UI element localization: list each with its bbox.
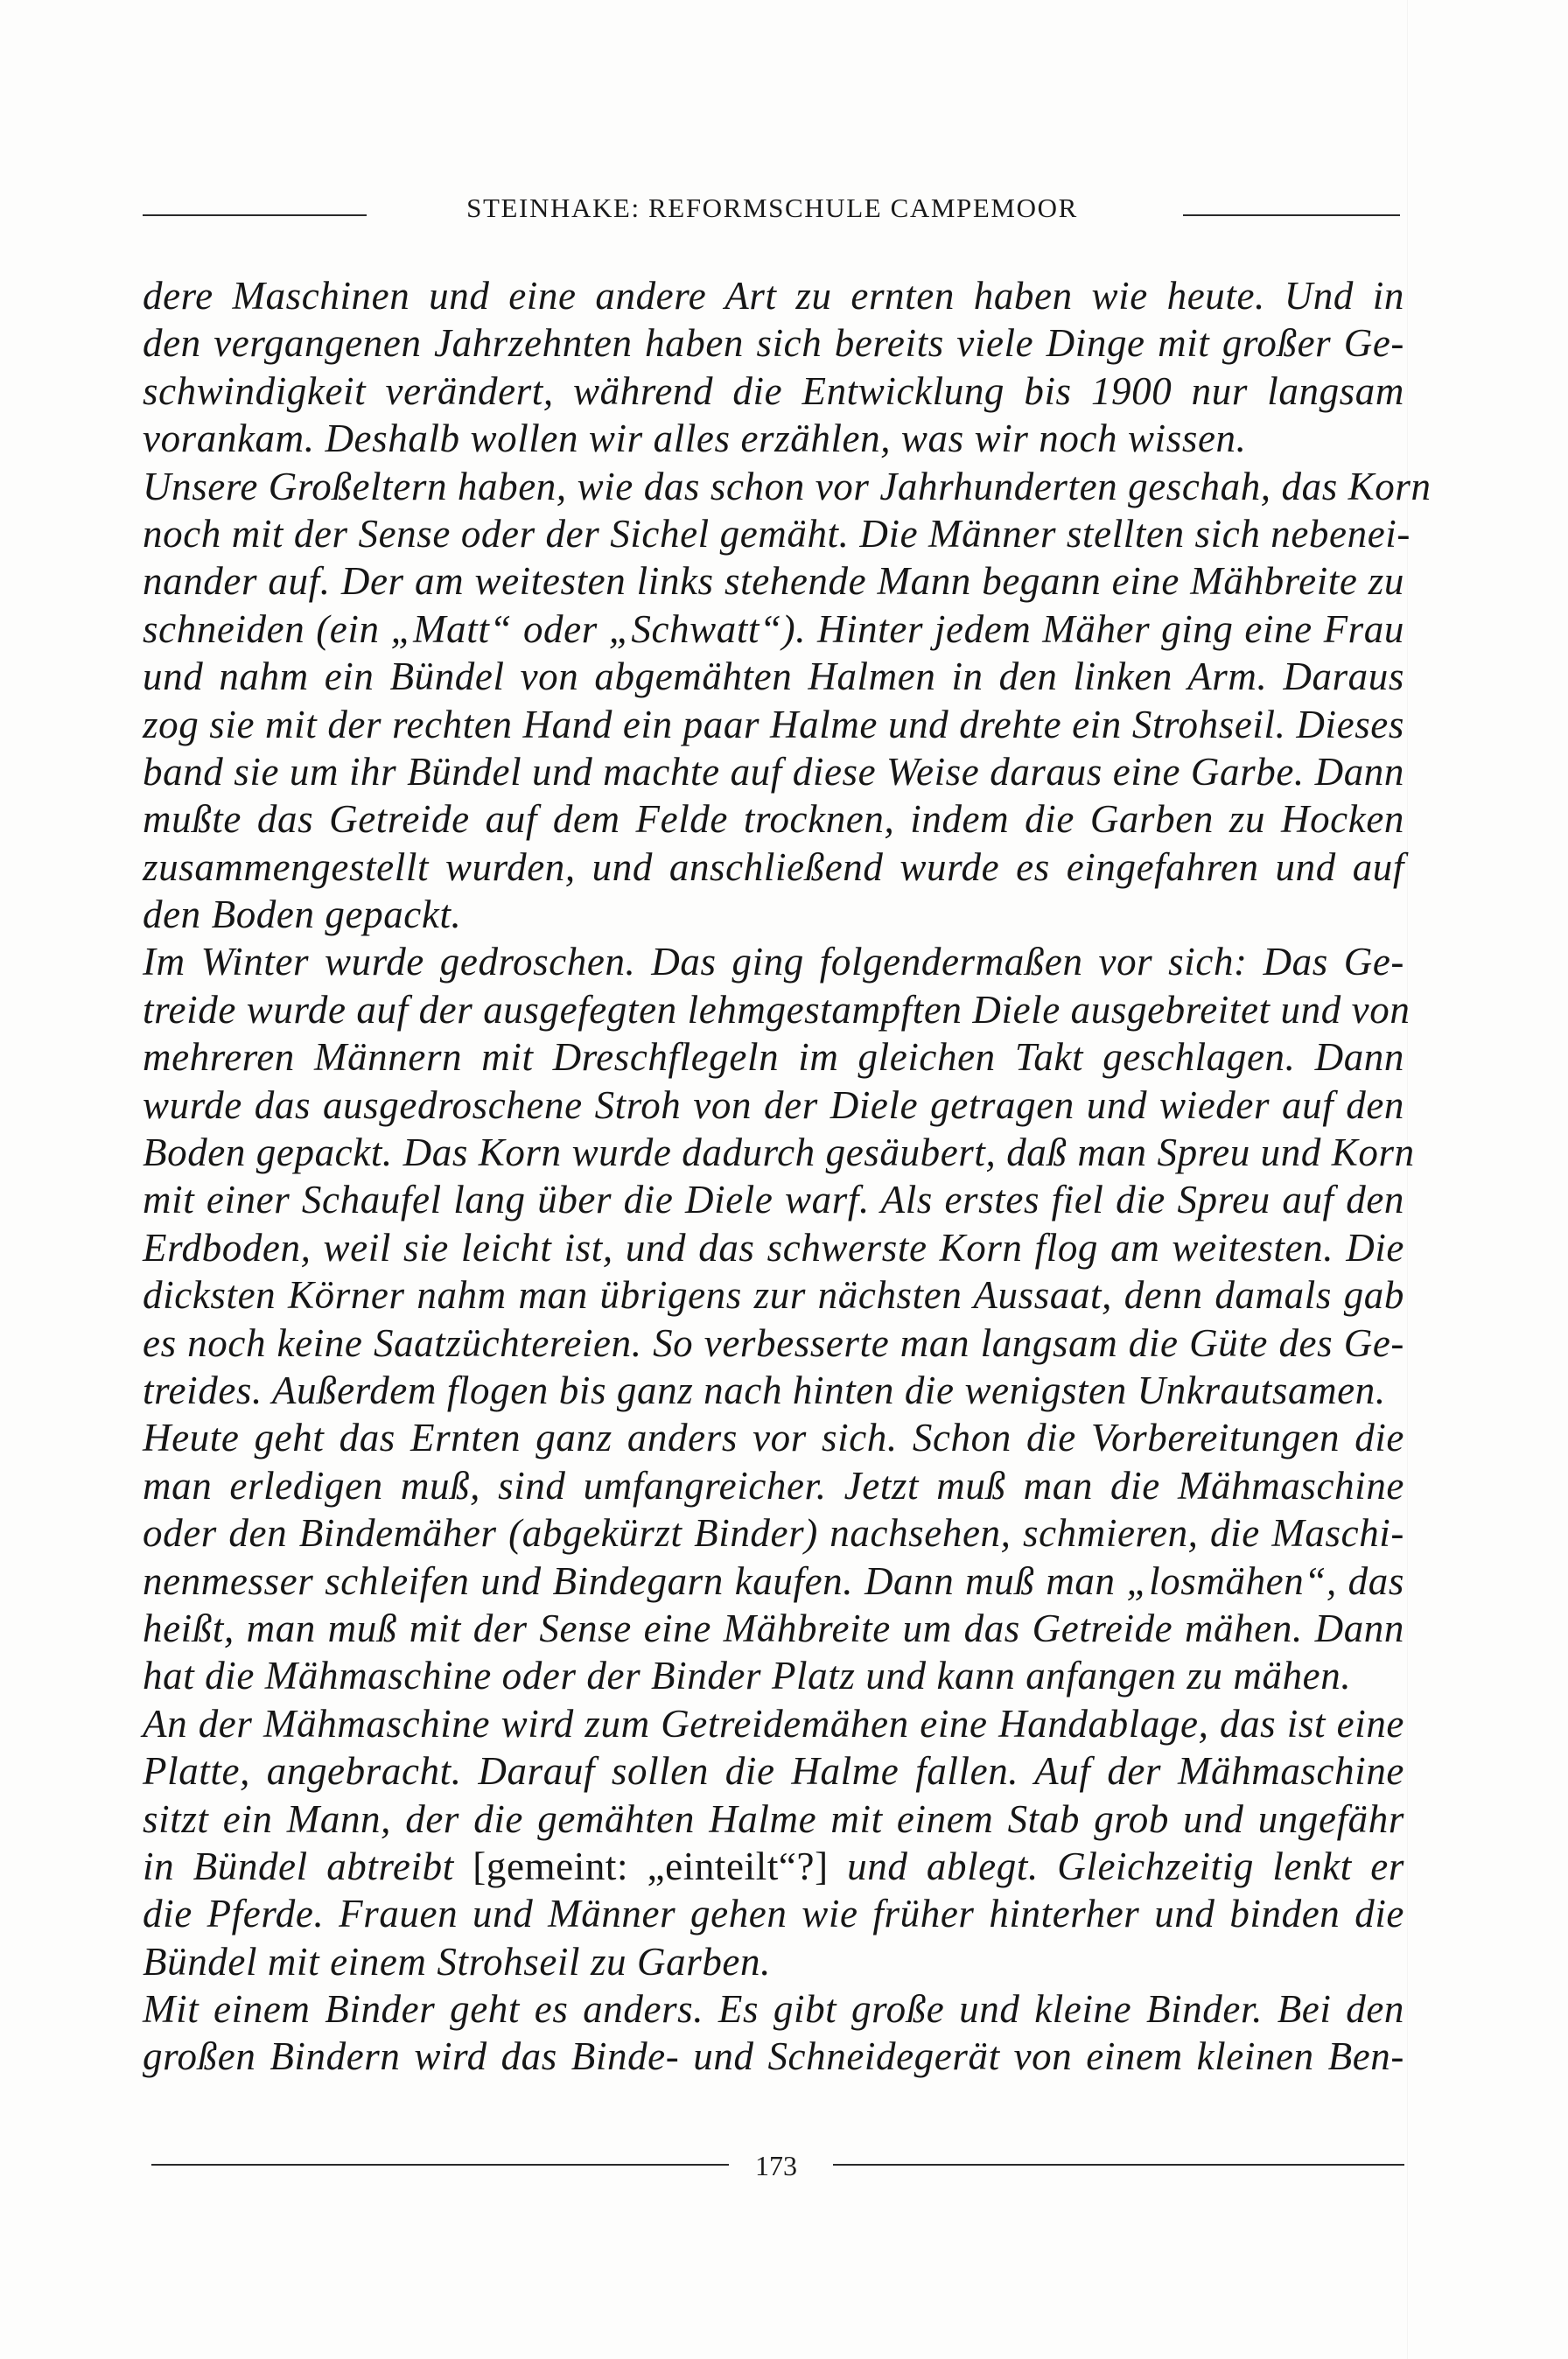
text-line: Erdboden, weil sie leicht ist, und das schwerste Korn flog am weitesten. Die: [143, 1225, 1404, 1270]
running-header: [143, 194, 1403, 229]
page-number: 173: [755, 2150, 797, 2181]
footer-rule-right: [833, 2164, 1404, 2166]
text-line: dere Maschinen und eine andere Art zu ernten haben wie heute. Und in: [143, 274, 1404, 318]
text-line: zusammengestellt wurden, und anschließend wurde es eingefahren und auf: [143, 844, 1404, 889]
text-line: oder den Bindemäher (abgekürzt Binder) nachsehen, schmieren, die Maschi-: [143, 1511, 1404, 1556]
text-line: treides. Außerdem flogen bis ganz nach hinten die wenigsten Unkrautsamen.: [143, 1368, 1386, 1412]
text-line: dicksten Körner nahm man übrigens zur nächsten Aussaat, denn damals gab: [143, 1273, 1404, 1318]
text-line: hat die Mähmaschine oder der Binder Platz und kann anfangen zu mähen.: [143, 1654, 1352, 1698]
running-title: STEINHAKE: REFORMSCHULE CAMPEMOOR: [466, 192, 1078, 223]
text-line: die Pferde. Frauen und Männer gehen wie früher hinterher und binden die: [143, 1892, 1404, 1936]
text-line-segment: in Bündel abtreibt: [143, 1844, 473, 1888]
text-line: den Boden gepackt.: [143, 892, 462, 937]
text-line: Unsere Großeltern haben, wie das schon vor Jahrhunderten geschah, das Korn: [143, 464, 1432, 508]
text-line: wurde das ausgedroschene Stroh von der Diele getragen und wieder auf den: [143, 1082, 1404, 1127]
page-footer: [143, 2148, 1404, 2183]
text-line: es noch keine Saatzüchtereien. So verbesserte man langsam die Güte des Ge-: [143, 1320, 1404, 1365]
scan-edge-shadow: [1407, 0, 1408, 2359]
text-line: Heute geht das Ernten ganz anders vor sich. Schon die Vorbereitungen die: [143, 1416, 1404, 1460]
text-line: An der Mähmaschine wird zum Getreidemähen eine Handablage, das ist eine: [143, 1701, 1404, 1746]
text-line: großen Bindern wird das Binde- und Schneidegerät von einem kleinen Ben-: [143, 2034, 1404, 2079]
text-line: mußte das Getreide auf dem Felde trocknen, indem die Garben zu Hocken: [143, 797, 1404, 842]
text-line: vorankam. Deshalb wollen wir alles erzählen, was wir noch wissen.: [143, 416, 1247, 461]
text-line: und nahm ein Bündel von abgemähten Halmen in den linken Arm. Daraus: [143, 654, 1404, 699]
text-line: schwindigkeit verändert, während die Entwicklung bis 1900 nur langsam: [143, 368, 1404, 413]
editorial-note: [gemeint: „einteilt“?]: [472, 1844, 829, 1888]
text-line: mit einer Schaufel lang über die Diele warf. Als erstes fiel die Spreu auf den: [143, 1178, 1404, 1222]
body-text: [143, 272, 1432, 2081]
text-line: nenmesser schleifen und Bindegarn kaufen. Dann muß man „losmähen“, das: [143, 1558, 1404, 1603]
text-line: band sie um ihr Bündel und machte auf diese Weise daraus eine Garbe. Dann: [143, 749, 1404, 794]
text-line: treide wurde auf der ausgefegten lehmgestampften Diele ausgebreitet und von: [143, 987, 1410, 1032]
text-line: Boden gepackt. Das Korn wurde dadurch gesäubert, daß man Spreu und Korn: [143, 1130, 1415, 1175]
header-rule-right: [1183, 214, 1400, 216]
text-line: man erledigen muß, sind umfangreicher. Jetzt muß man die Mähmaschine: [143, 1463, 1404, 1508]
footer-rule-left: [151, 2164, 729, 2166]
text-line: den vergangenen Jahrzehnten haben sich bereits viele Dinge mit großer Ge-: [143, 321, 1404, 366]
text-line: zog sie mit der rechten Hand ein paar Halme und drehte ein Strohseil. Dieses: [143, 702, 1404, 746]
text-line: [143, 1843, 1404, 1890]
text-line: Im Winter wurde gedroschen. Das ging folgendermaßen vor sich: Das Ge-: [143, 940, 1404, 984]
header-rule-left: [143, 214, 367, 216]
text-line-segment: und ablegt. Gleichzeitig lenkt er: [828, 1844, 1404, 1888]
text-line: schneiden (ein „Matt“ oder „Schwatt“). Hinter jedem Mäher ging eine Frau: [143, 606, 1404, 651]
text-line: Platte, angebracht. Darauf sollen die Halme fallen. Auf der Mähmaschine: [143, 1749, 1404, 1794]
text-line: noch mit der Sense oder der Sichel gemäht. Die Männer stellten sich nebenei-: [143, 511, 1410, 556]
text-line: nander auf. Der am weitesten links stehende Mann begann eine Mähbreite zu: [143, 559, 1404, 604]
text-line: sitzt ein Mann, der die gemähten Halme mit einem Stab grob und ungefähr: [143, 1796, 1404, 1841]
text-line: heißt, man muß mit der Sense eine Mähbreite um das Getreide mähen. Dann: [143, 1606, 1404, 1650]
text-line: Bündel mit einem Strohseil zu Garben.: [143, 1939, 771, 1984]
text-line: mehreren Männern mit Dreschflegeln im gleichen Takt geschlagen. Dann: [143, 1035, 1404, 1080]
text-line: Mit einem Binder geht es anders. Es gibt große und kleine Binder. Bei den: [143, 1987, 1404, 2032]
